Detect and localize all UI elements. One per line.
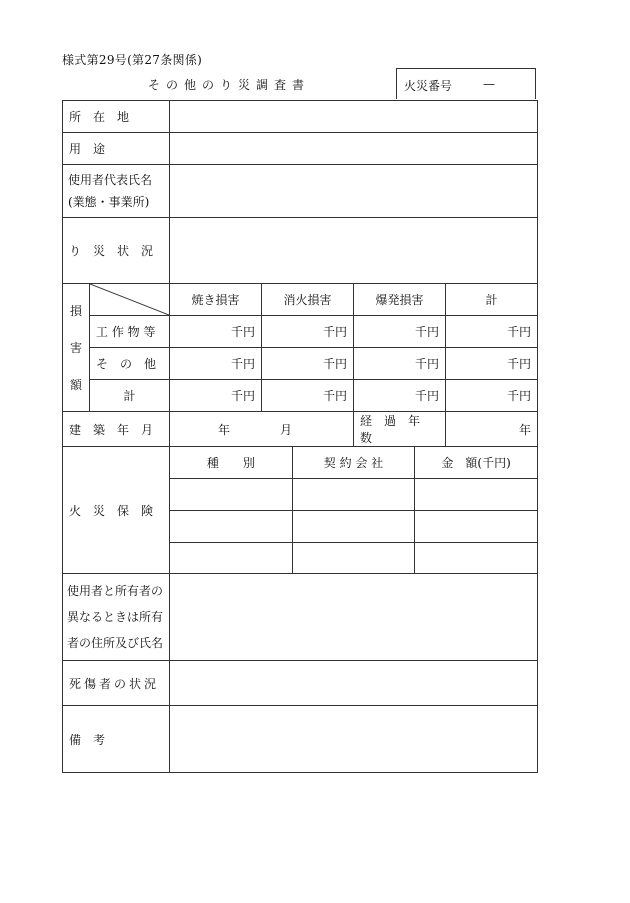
row-damage-status xyxy=(63,218,538,284)
structures-burn-value[interactable]: 千円 xyxy=(170,316,262,348)
damage-status-label-text: り 災 状 況 xyxy=(69,244,154,258)
owner-line3: 者の住所及び氏名 xyxy=(67,636,164,650)
col-explosion-damage: 爆発損害 xyxy=(354,284,446,316)
insurance-company-3[interactable] xyxy=(292,542,414,573)
usage-label-text: 用 途 xyxy=(69,142,106,156)
insurance-amount-header: 金 額(千円) xyxy=(415,447,537,478)
row-insurance xyxy=(63,447,538,574)
location-label-text: 所 在 地 xyxy=(69,110,130,124)
owner-field[interactable] xyxy=(170,574,538,661)
row-location xyxy=(63,101,538,133)
insurance-amount-3[interactable] xyxy=(415,542,537,573)
insurance-type-header: 種 別 xyxy=(170,447,292,478)
grand-total-value[interactable]: 千円 xyxy=(446,380,538,412)
insurance-amount-2[interactable] xyxy=(415,510,537,542)
remarks-field[interactable] xyxy=(170,706,538,773)
insurance-label-text: 火 災 保 険 xyxy=(69,503,154,518)
form-number: 様式第29号(第27条関係) xyxy=(62,53,203,67)
user-name-label xyxy=(63,165,170,218)
user-name-line2: (業態・事業所) xyxy=(68,195,150,209)
casualties-label xyxy=(63,661,170,706)
row-structures xyxy=(63,316,538,348)
other-label: そ の 他 xyxy=(90,348,170,380)
damage-amount-char-3: 額 xyxy=(69,377,82,392)
damage-total-label: 計 xyxy=(90,380,170,412)
row-building-year xyxy=(63,412,538,447)
other-explosion-value[interactable]: 千円 xyxy=(354,348,446,380)
user-name-line1: 使用者代表氏名 xyxy=(68,173,153,187)
other-extinguish-value[interactable]: 千円 xyxy=(262,348,354,380)
location-field[interactable] xyxy=(170,101,538,133)
page-title: その他のり災調査書 xyxy=(147,77,310,92)
damage-amount-label xyxy=(63,284,90,412)
other-burn-value[interactable]: 千円 xyxy=(170,348,262,380)
structures-extinguish-value[interactable]: 千円 xyxy=(262,316,354,348)
fire-number-box[interactable] xyxy=(396,68,536,99)
user-name-field[interactable] xyxy=(170,165,538,218)
row-usage xyxy=(63,133,538,165)
owner-line2: 異なるときは所有 xyxy=(67,610,164,624)
row-owner xyxy=(63,574,538,661)
total-burn-value[interactable]: 千円 xyxy=(170,380,262,412)
title-row xyxy=(62,68,536,100)
usage-field[interactable] xyxy=(170,133,538,165)
insurance-company-header: 契 約 会 社 xyxy=(292,447,414,478)
col-extinguish-damage: 消火損害 xyxy=(262,284,354,316)
elapsed-years-label-text: 経 過 年 数 xyxy=(360,414,433,445)
owner-label xyxy=(63,574,170,661)
structures-label: 工 作 物 等 xyxy=(90,316,170,348)
structures-total-value[interactable]: 千円 xyxy=(446,316,538,348)
col-total: 計 xyxy=(446,284,538,316)
casualties-label-text: 死傷者の状況 xyxy=(69,676,160,691)
usage-label xyxy=(63,133,170,165)
insurance-grid xyxy=(170,447,537,573)
remarks-label-text: 備 考 xyxy=(69,732,106,747)
insurance-type-2[interactable] xyxy=(170,510,292,542)
insurance-company-1[interactable] xyxy=(292,478,414,510)
row-casualties xyxy=(63,661,538,706)
total-extinguish-value[interactable]: 千円 xyxy=(262,380,354,412)
location-label xyxy=(63,101,170,133)
building-year-label xyxy=(63,412,170,447)
casualties-field[interactable] xyxy=(170,661,538,706)
remarks-label xyxy=(63,706,170,773)
insurance-grid-cell xyxy=(170,447,538,574)
insurance-type-3[interactable] xyxy=(170,542,292,573)
damage-status-field[interactable] xyxy=(170,218,538,284)
row-other xyxy=(63,348,538,380)
elapsed-years-label xyxy=(354,412,446,447)
building-year-field[interactable] xyxy=(170,412,354,447)
insurance-label xyxy=(63,447,170,574)
elapsed-years-field[interactable]: 年 xyxy=(446,412,538,447)
row-damage-total xyxy=(63,380,538,412)
other-total-value[interactable]: 千円 xyxy=(446,348,538,380)
insurance-amount-1[interactable] xyxy=(415,478,537,510)
col-burn-damage: 焼き損害 xyxy=(170,284,262,316)
fire-number-label: 火災番号 xyxy=(404,79,453,93)
fire-number-value: — xyxy=(483,77,495,91)
diagonal-header-cell xyxy=(90,284,170,316)
structures-explosion-value[interactable]: 千円 xyxy=(354,316,446,348)
damage-amount-char-2: 害 xyxy=(69,340,82,355)
month-label: 月 xyxy=(280,422,293,437)
damage-status-label xyxy=(63,218,170,284)
insurance-company-2[interactable] xyxy=(292,510,414,542)
damage-amount-char-1: 損 xyxy=(69,304,82,319)
diagonal-line xyxy=(90,284,169,315)
building-year-label-text: 建 築 年 月 xyxy=(69,422,154,437)
year-label: 年 xyxy=(218,422,231,437)
investigation-form-table xyxy=(62,100,538,773)
row-remarks xyxy=(63,706,538,773)
row-user-name xyxy=(63,165,538,218)
owner-line1: 使用者と所有者の xyxy=(67,584,164,598)
row-damage-header xyxy=(63,284,538,316)
total-explosion-value[interactable]: 千円 xyxy=(354,380,446,412)
insurance-type-1[interactable] xyxy=(170,478,292,510)
